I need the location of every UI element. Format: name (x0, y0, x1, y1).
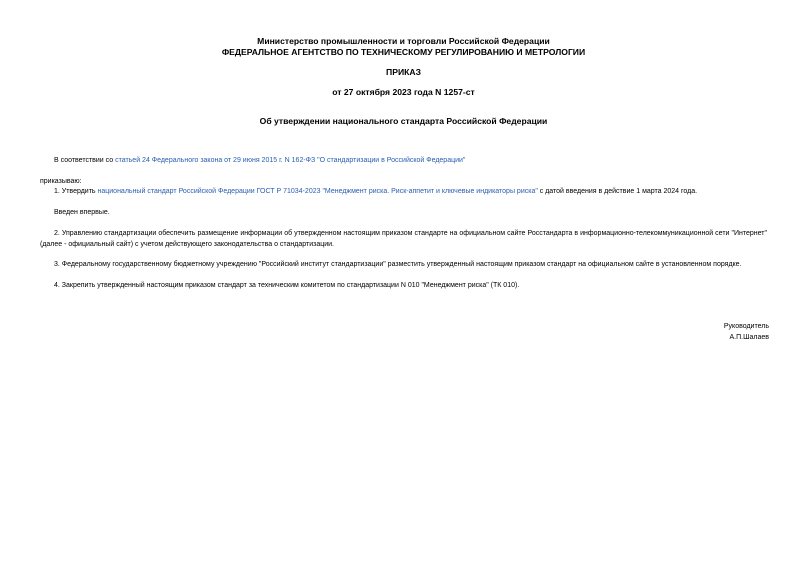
federal-law-link[interactable]: статьей 24 Федерального закона от 29 июня 2015 г. N 162-ФЗ "О стандартизации в Российской Федерации" (115, 157, 466, 164)
signature-title: Руководитель (723, 323, 769, 330)
item-2-paragraph: 2. Управлению стандартизации обеспечить размещение информации об утвержденном настоящим приказом стандарте на официальном сайте Росстандарта в информационно-телекоммуникационной сети "Интернет" (далее - официальный сайт) с учетом действующего законодательства о стандартизации. (40, 230, 767, 248)
item-1-prefix: 1. Утвердить (54, 188, 98, 195)
item-1-paragraph (54, 187, 697, 197)
order-word: приказываю: (40, 178, 82, 185)
intro-prefix: В соответствии со (54, 157, 116, 164)
standard-link[interactable]: национальный стандарт Российской Федерации ГОСТ Р 71034-2023 "Менеджмент риска. Риск-аппетит и ключевые индикаторы риска" (97, 188, 538, 195)
subject-heading: Об утверждении национального стандарта Российской Федерации (259, 116, 548, 126)
agency-heading: ФЕДЕРАЛЬНОЕ АГЕНТСТВО ПО ТЕХНИЧЕСКОМУ РЕГУЛИРОВАНИЮ И МЕТРОЛОГИИ (221, 47, 586, 57)
ministry-heading: Министерство промышленности и торговли Российской Федерации (257, 36, 550, 46)
intro-paragraph (54, 156, 465, 166)
item-4-paragraph: 4. Закрепить утвержденный настоящим приказом стандарт за техническим комитетом по стандартизации N 010 "Менеджмент риска" (ТК 010). (54, 282, 520, 289)
date-number-heading: от 27 октября 2023 года N 1257-ст (332, 87, 475, 97)
item-1-suffix: с датой введения в действие 1 марта 2024 года. (537, 188, 698, 195)
item-3-paragraph: 3. Федеральному государственному бюджетному учреждению "Российский институт стандартизации" разместить утвержденный настоящим приказом стандарт на официальном сайте в установленном порядке. (54, 261, 742, 268)
signature-name: А.П.Шалаев (729, 334, 769, 341)
doc-type-heading: ПРИКАЗ (386, 67, 421, 77)
first-time-note: Введен впервые. (54, 209, 110, 216)
